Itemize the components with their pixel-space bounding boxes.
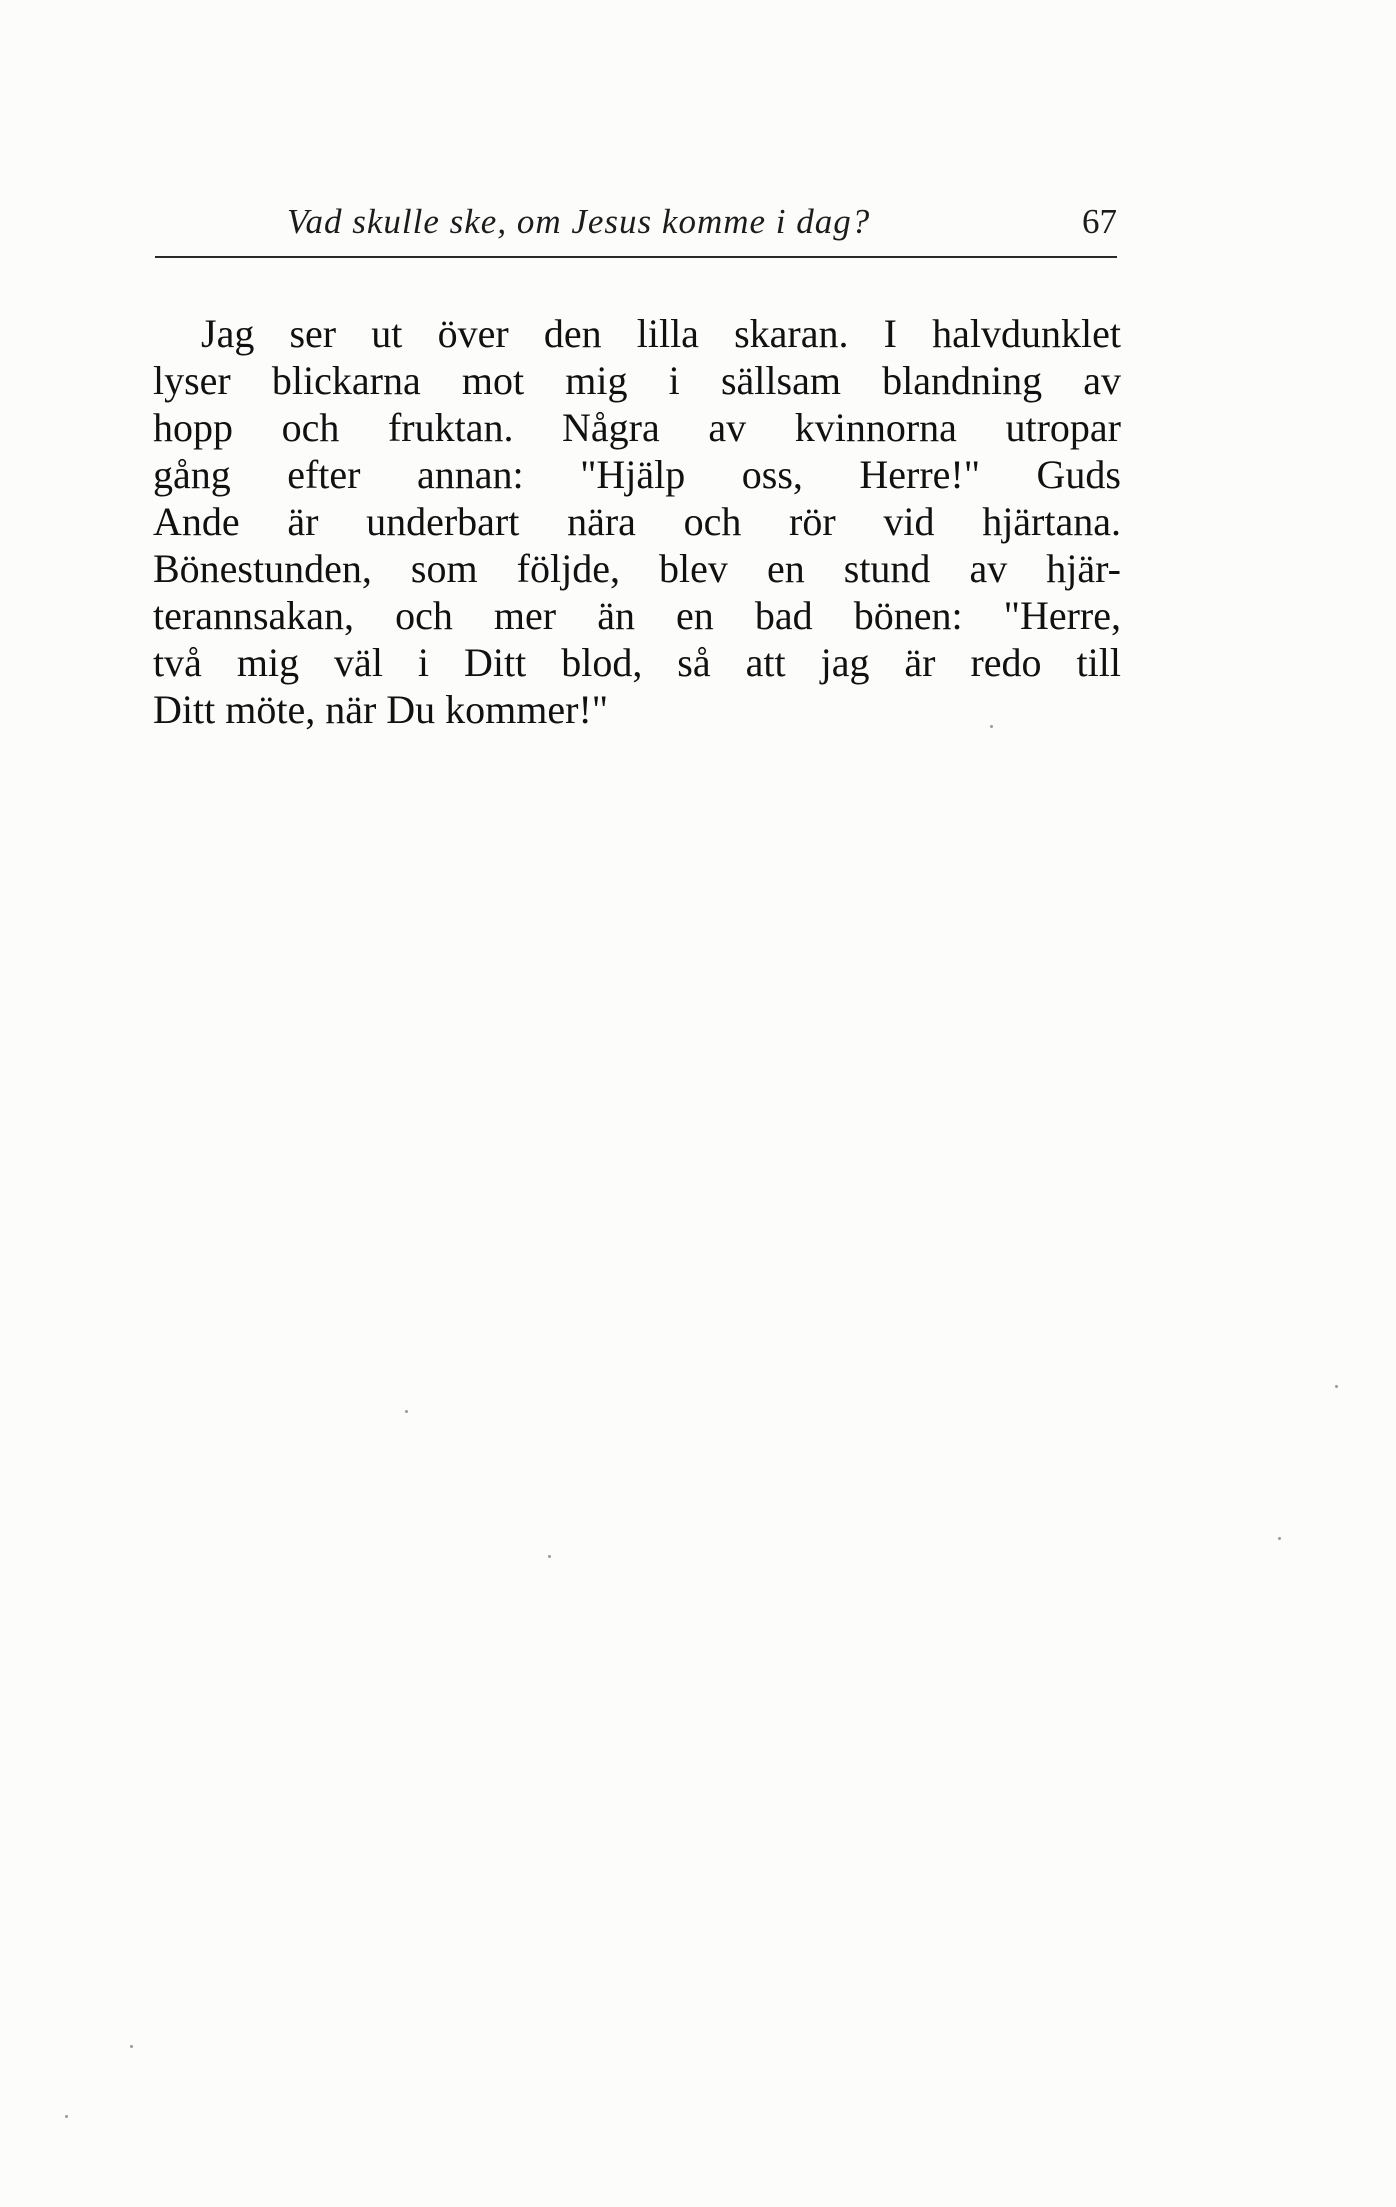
paper-speck — [1278, 1537, 1281, 1540]
text-line: två mig väl i Ditt blod, så att jag är redo till — [153, 640, 1121, 685]
text-line: Ande är underbart nära och rör vid hjärtana. — [153, 499, 1121, 544]
paper-speck — [548, 1555, 551, 1558]
body-paragraph — [153, 310, 1121, 733]
running-title: Vad skulle ske, om Jesus komme i dag? — [287, 202, 871, 241]
running-header — [155, 198, 1117, 258]
text-line: hopp och fruktan. Några av kvinnorna utropar — [153, 405, 1121, 450]
paper-speck — [405, 1410, 408, 1413]
text-line: Jag ser ut över den lilla skaran. I halvdunklet — [201, 311, 1121, 356]
paper-speck — [130, 2045, 133, 2048]
text-line: lyser blickarna mot mig i sällsam blandning av — [153, 358, 1121, 403]
text-line: Bönestunden, som följde, blev en stund av hjär- — [153, 546, 1121, 591]
text-line: Ditt möte, när Du kommer!" — [153, 687, 609, 732]
page-number: 67 — [1082, 202, 1117, 241]
paper-speck — [990, 725, 993, 728]
paper-speck — [65, 2115, 68, 2118]
paper-speck — [1335, 1385, 1338, 1388]
text-line: gång efter annan: "Hjälp oss, Herre!" Guds — [153, 452, 1121, 497]
text-line: terannsakan, och mer än en bad bönen: "Herre, — [153, 593, 1121, 638]
